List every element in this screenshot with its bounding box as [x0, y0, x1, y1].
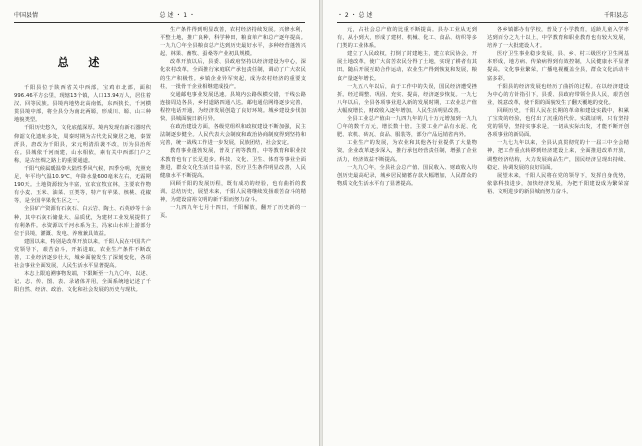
paragraph: 一九五八年以后，由于工作中的失误，国民经济遭受挫折。经过调整、巩固、充实、提高，经济逐步恢复。一九七八年以后，全县各项事业进入新的发展时期，工农业总产值大幅度增长，财政收入逐年增加，人民生活明显改善。	[337, 83, 477, 114]
paragraph: 千阳县的经济发展也经历了曲折的过程。在以经济建设为中心的方针指引下，县委、县政府带领全县人民，艰苦创业，锐意改革，使千阳的面貌发生了翻天覆地的变化。	[487, 83, 629, 106]
paragraph: 建国以来，特别是改革开放以来，千阳人民在中国共产党领导下，艰苦奋斗，开拓进取，农业生产条件不断改善，工业经济逐步壮大，城乡面貌发生了深刻变化，各项社会事业全面发展，人民生活水平显著提高。	[14, 238, 151, 270]
paragraph: 千阳历史悠久，文化底蕴深厚。境内发现有新石器时代仰韶文化遗址多处，周秦时期为古代先民聚居之地，秦置汧县，唐改为千阳县，宋元明清沿袭不改，历为县治所在。县城依千河而建，山水相依，素有关中西部门户之称，是古丝绸之路上的重要通道。	[14, 125, 151, 164]
left-header-book-title: 中国县情	[14, 12, 39, 19]
paragraph: 一九九〇年，全县社会总产值、国民收入、财政收入均创历史最高纪录，城乡居民储蓄存款大幅增加，人民群众的物质文化生活水平有了显著提高。	[337, 164, 477, 187]
paragraph: 工业生产的发展，为农业和其他各行业提供了大量物资。企业改革逐步深入，推行承包经营责任制，增强了企业活力，经济效益不断提高。	[337, 140, 477, 163]
left-page	[0, 0, 320, 446]
paragraph: 建立了人民政权，打倒了封建地主，建立农民协会，开展土地改革，使广大贫苦农民分得了土地，实现了耕者有其田。随后开展互助合作运动，农业生产得到恢复和发展，粮食产量逐年增长。	[337, 51, 477, 82]
paragraph: 医疗卫生事业稳步发展，县、乡、村三级医疗卫生网基本形成，地方病、传染病得到有效控制，人民健康水平显著提高。文化事业繁荣，广播电视覆盖全县，群众文化活动丰富多彩。	[487, 51, 629, 82]
paragraph: 一九七九年以来，全县认真贯彻党的十一届三中全会精神，把工作重点转移到经济建设上来，全面推进改革开放，调整经济结构，大力发展商品生产，国民经济呈现出持续、稳定、协调发展的良好局面。	[487, 140, 629, 171]
paragraph: 改革开放以后，县委、县政府坚持以经济建设为中心，深化农村改革，全面推行家庭联产承包责任制，调动了广大农民的生产积极性。乡镇企业异军突起，成为农村经济的重要支柱，一批骨干企业相继建成投产。	[160, 59, 306, 90]
paragraph: 本志上限追溯事物发端，下限断至一九九〇年，以述、记、志、传、图、表、录诸体并用，全面系统地记述了千阳自然、经济、政治、文化和社会发展的历史与现状。	[14, 271, 151, 294]
right-column-b	[487, 26, 629, 436]
paragraph: 元，占社会总产值的比重不断提高。县办工业从无到有，从小到大，形成了建材、机械、化工、食品、纺织等多门类的工业体系。	[337, 27, 477, 50]
right-header-section: ・ 2 ・ 总 述	[337, 12, 373, 19]
chapter-title: 总 述	[57, 56, 108, 69]
paragraph: 教育事业蓬勃发展，普及了初等教育，中等教育和职业技术教育也有了长足进步。科技、文化、卫生、体育等事业全面推进，群众文化生活日益丰富，医疗卫生条件明显改善，人民健康水平不断提高。	[160, 148, 306, 179]
paragraph: 千阳气候属暖温带大陆性季风气候，四季分明，光照充足，年平均气温10.9℃，年降水量600毫米左右，无霜期190天。土地资源较为丰富，宜农宜牧宜林，主要农作物有小麦、玉米、油菜、豆类等，特产有苹果、核桃、花椒等，是全国苹果优生区之一。	[14, 165, 151, 205]
paragraph: 各乡镇都办有学校，普及了小学教育，适龄儿童入学率达到百分之九十以上，中学教育和职业教育也有较大发展，培养了一大批建设人才。	[487, 27, 629, 50]
paragraph: 交通邮电事业发展迅速。县境内公路纵横交错，干线公路连接周边各县，乡村道路四通八达。邮电通信网络逐步完善，程控电话开通，为经济发展创造了良好环境。城乡建设步伐加快，县城面貌日新月异。	[160, 91, 306, 123]
paragraph: 生产条件得到明显改善，农村经济持续发展。兴修水利，平整土地，推广良种，科学种田，粮食单产和总产逐年提高。一九九〇年全县粮食总产达到历史最好水平，多种经营蓬勃兴起，林果、畜牧、蚕桑等产业初具规模。	[160, 27, 306, 58]
paragraph: 回顾千阳的发展历程，既有成功的经验，也有曲折的教训。总结历史，展望未来，千阳人民将继续发扬艰苦奋斗的精神，为建设富裕文明的新千阳而努力奋斗。	[160, 180, 306, 203]
paragraph: 一九四九年七月十四日，千阳解放，翻开了历史新的一页。	[160, 205, 306, 220]
right-page-header	[337, 10, 628, 23]
paragraph: 展望未来，千阳人民将在党的领导下，发挥自身优势，依靠科技进步，加快经济发展，为把千阳建设成为繁荣富裕、文明进步的新县城而努力奋斗。	[487, 172, 629, 195]
left-column-b	[160, 26, 306, 436]
paragraph: 全县矿产资源有石灰石、白云岩、陶土、石英砂等十余种，其中石灰石储量大、品质优，为建材工业发展提供了有利条件。水资源以千河水系为主，冯家山水库上游部分位于县境，灌溉、发电、养殖兼具效益。	[14, 206, 151, 237]
left-page-header	[14, 10, 305, 23]
paragraph: 回顾历史，千阳人民在长期的革命和建设实践中，积累了宝贵的经验，也付出了沉重的代价。实践证明，只有坚持党的领导，坚持实事求是，一切从实际出发，才能不断开创各项事业的新局面。	[487, 107, 629, 139]
left-header-section: 总 述 ・ 1 ・	[159, 12, 195, 19]
right-column-a	[337, 26, 477, 436]
left-column-a	[14, 26, 151, 436]
right-header-book-title: 千阳县志	[603, 12, 628, 19]
right-page	[322, 0, 642, 446]
paragraph: 在政治建设方面，各级党组织和政权建设不断加强，民主法制逐步健全。人民代表大会制度和政治协商制度得到坚持和完善，统一战线工作进一步发展，民族团结，社会安定。	[160, 124, 306, 147]
paragraph: 千阳县位于陕西省关中西部，宝鸡市北部，面积996.46平方公里，现辖13个镇，人口13.94万人，居住着汉、回等民族。县境内地势北高南低，东西狭长，千河横贯县境中部，将全县分为南北两塬，形成川、塬、山三种地貌类型。	[14, 85, 151, 124]
paragraph: 全县工业总产值由一九四九年的几十万元增加到一九九〇年的数千万元，增长数十倍。主要工业产品有水泥、化肥、农机、砖瓦、食品、服装等，部分产品远销省内外。	[337, 116, 477, 139]
